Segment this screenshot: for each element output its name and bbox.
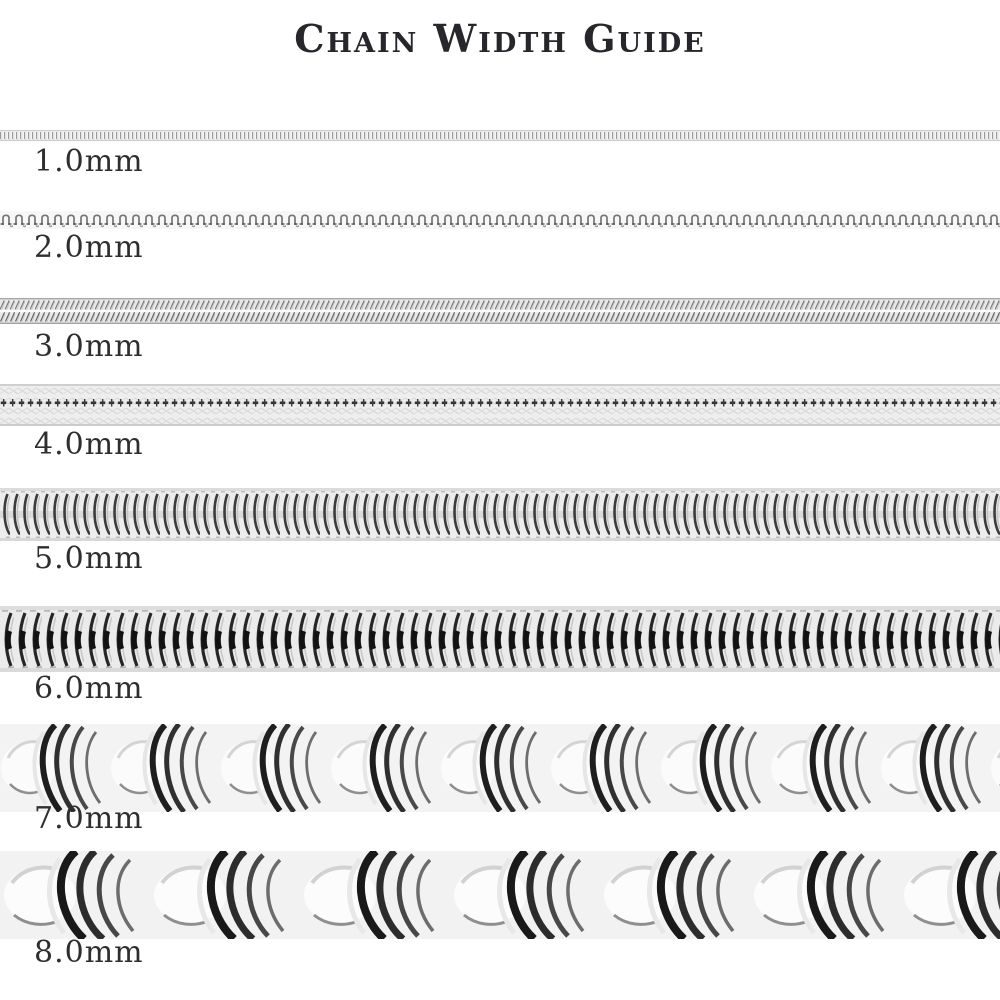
chain-photo-5mm bbox=[0, 488, 1000, 541]
chain-photo-3mm bbox=[0, 298, 1000, 324]
page-title: Chain Width Guide bbox=[294, 16, 706, 61]
box-chain-2mm-image bbox=[0, 211, 1000, 229]
chain-photo-6mm bbox=[0, 606, 1000, 672]
chain-photo-7mm bbox=[0, 724, 1000, 812]
chain-width-label: 8.0mm bbox=[34, 935, 144, 970]
rope-chain-8mm-image bbox=[0, 851, 1000, 939]
snake-chain-3mm-image bbox=[0, 298, 1000, 324]
chain-photo-1mm bbox=[0, 130, 1000, 141]
chain-width-label: 1.0mm bbox=[34, 144, 144, 179]
snake-chain-4mm-image bbox=[0, 384, 1000, 426]
rope-chain-7mm-image bbox=[0, 724, 1000, 812]
chain-width-label: 7.0mm bbox=[34, 801, 144, 836]
chain-width-label: 2.0mm bbox=[34, 230, 144, 265]
chain-width-label: 6.0mm bbox=[34, 671, 144, 706]
snake-chain-6mm-image bbox=[0, 606, 1000, 672]
chain-width-label: 4.0mm bbox=[34, 427, 144, 462]
chain-width-label: 5.0mm bbox=[34, 541, 144, 576]
snake-chain-5mm-image bbox=[0, 488, 1000, 541]
box-chain-1mm-image bbox=[0, 130, 1000, 141]
chain-photo-2mm bbox=[0, 211, 1000, 229]
chain-photo-4mm bbox=[0, 384, 1000, 426]
chain-width-label: 3.0mm bbox=[34, 329, 144, 364]
chain-photo-8mm bbox=[0, 851, 1000, 939]
